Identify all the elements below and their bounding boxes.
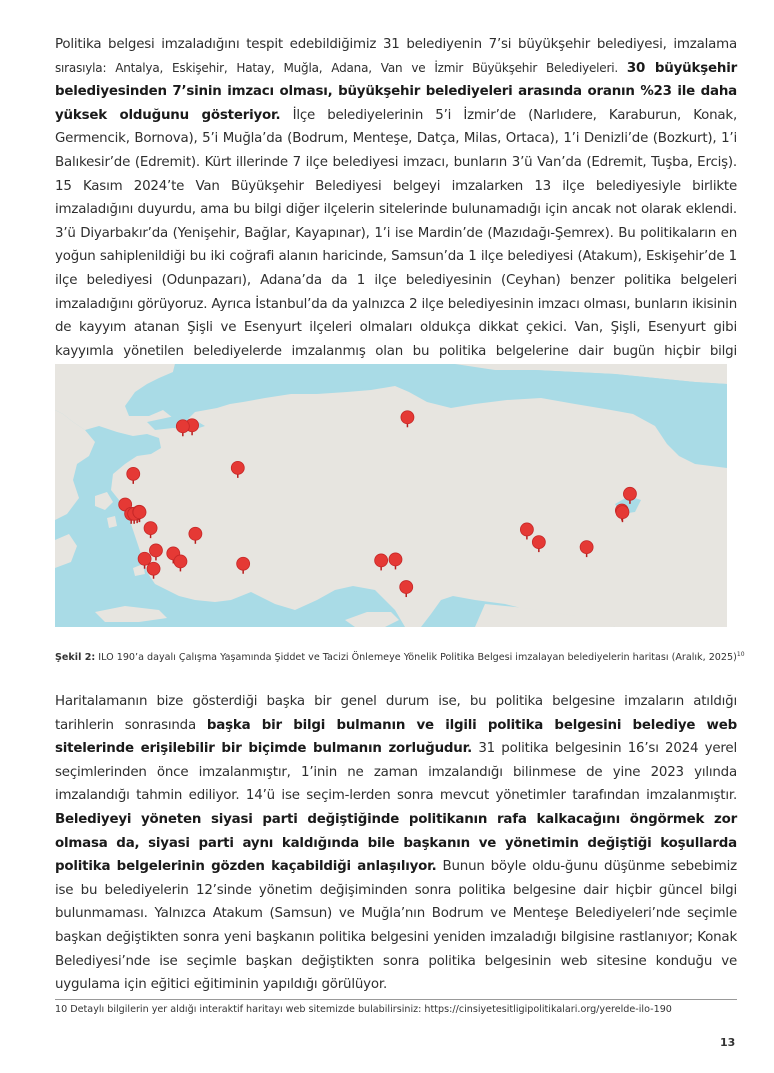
analysis-body-1: 31 politika belgesinin 16’sı 2024 yerel seçimlerinden önce imzalanmıştır, 1’inin ne zaman imzalandığı bilinmese de yine 2023 yılında imzalandığı tahmin ediliyor. 14’ü ise seçim-lerden sonra mevcut yönetimler tarafından imzalanmıştır. — [55, 741, 737, 804]
intro-highlight: 30 büyükşehir belediyesinden 7’sinin imzacı olması, büyükşehir belediyeleri arasında oranın %23 ile daha yüksek olduğunu gösteriyor. — [55, 60, 737, 123]
page-number: 13 — [720, 1036, 736, 1049]
figure-caption-text: ILO 190’a dayalı Çalışma Yaşamında Şiddet ve Tacizi Önlemeye Yönelik Politika Belgesi imzalayan belediyelerin haritası (Aralık, 2025) — [95, 652, 737, 664]
signatory-map — [55, 364, 727, 627]
analysis-highlight-1: başka bir bilgi bulmanın ve ilgili politika belgesini belediye web sitelerinde erişilebilir bir biçimde bulmanın zorluğudur. — [55, 717, 737, 757]
paragraph-analysis — [55, 690, 737, 997]
analysis-sentence-1: Haritalamanın bize gösterdiği başka bir genel durum ise, bu politika belgesine imzaların atıldığı tarihlerin sonrasında — [55, 694, 737, 733]
analysis-body-2: Bunun böyle oldu-ğunu düşünme sebebimiz ise bu belediyelerin 12’sinde yönetim değişiminden sonra politika belgesine dair hiçbir güncel bilgi bulunmaması. Yalnızca Atakum (Samsun) ve Muğla’nın Bodrum ve Menteşe Belediyeleri’nde seçimle başkan değiştikten sonra yeni başkanın politika belgesini yeniden imzaladığı bilgisine rastlanıyor; Konak Belediyesi’nde ise seçimle başkan değiştikten sonra politika belgesinin web sitesine konduğu ve uygulama için eğitici eğitiminin yapıldığı görülüyor. — [55, 859, 738, 993]
figure-caption — [55, 647, 745, 665]
footnote: 10 Detaylı bilgilerin yer aldığı interaktif haritayı web sitemizde bulabilirsiniz: https://cinsiyetesitligipolitikalari.org/yerelde-ilo-190 — [55, 1004, 672, 1015]
intro-metro-list: sırasıyla: Antalya, Eskişehir, Hatay, Muğla, Adana, Van ve İzmir Büyükşehir Belediyeleri. — [55, 60, 627, 75]
figure-caption-ref: 10 — [736, 651, 745, 658]
paragraph-intro — [55, 33, 737, 387]
intro-sentence-1: Politika belgesi imzaladığını tespit edebildiğimiz 31 belediyenin 7’si büyükşehir belediyesi, imzalama — [55, 37, 737, 52]
analysis-highlight-2: Belediyeyi yöneten siyasi parti değiştiğinde politikanın rafa kalkacağını öngörmek zor olmasa da, siyasi parti aynı kaldığında bile başkanın ve yönetimin değiştiği koşullarda politika belgelerinin gözden kaçabildiği anlaşılıyor. — [55, 811, 737, 875]
intro-body: İlçe belediyelerinin 5’i İzmir’de (Narlıdere, Karaburun, Konak, Germencik, Bornova), 5’i Muğla’da (Bodrum, Menteşe, Datça, Milas, Ortaca), 1’i Denizli’de (Bozkurt), 1’i Balıkesir’de (Edremit). Kürt illerinde 7 ilçe belediyesi imzacı, bunların 3’ü Van’da (Edremit, Tuşba, Erciş). 15 Kasım 2024’te Van Büyükşehir Belediyesi belgeyi imzalarken 13 ilçe belediyesiyle birlikte imzaladığını duyurdu, ama bu bilgi diğer ilçelerin sitelerinde bulunamadığı için ancak not olarak eklendi. 3’ü Diyarbakır’da (Yenişehir, Bağlar, Kayapınar), 1’i ise Mardin’de (Mazıdağı-Şemrex). Bu politikaların en yoğun sahiplenildiği bu iki coğrafi alanın haricinde, Samsun’da 1 ilçe belediyesi (Atakum), Eskişehir’de 1 ilçe belediyesi (Odunpazarı), Adana’da da 1 ilçe belediyesinin (Ceyhan) benzer politika belgeleri imzaladığını görüyoruz. Ayrıca İstanbul’da da yalnızca 2 ilçe belediyesinin imzacı olması, bunların ikisinin de kayyım atanan Şişli ve Esenyurt ilçeleri olmaları oldukça dikkat çekici. Van, Şişli, Esenyurt gibi kayyımla yönetilen belediyelerde imzalanmış olan bu politika belgelerine dair bugün hiçbir bilgi — [55, 107, 738, 359]
figure-label: Şekil 2: — [55, 652, 96, 664]
footnote-divider — [55, 999, 737, 1000]
